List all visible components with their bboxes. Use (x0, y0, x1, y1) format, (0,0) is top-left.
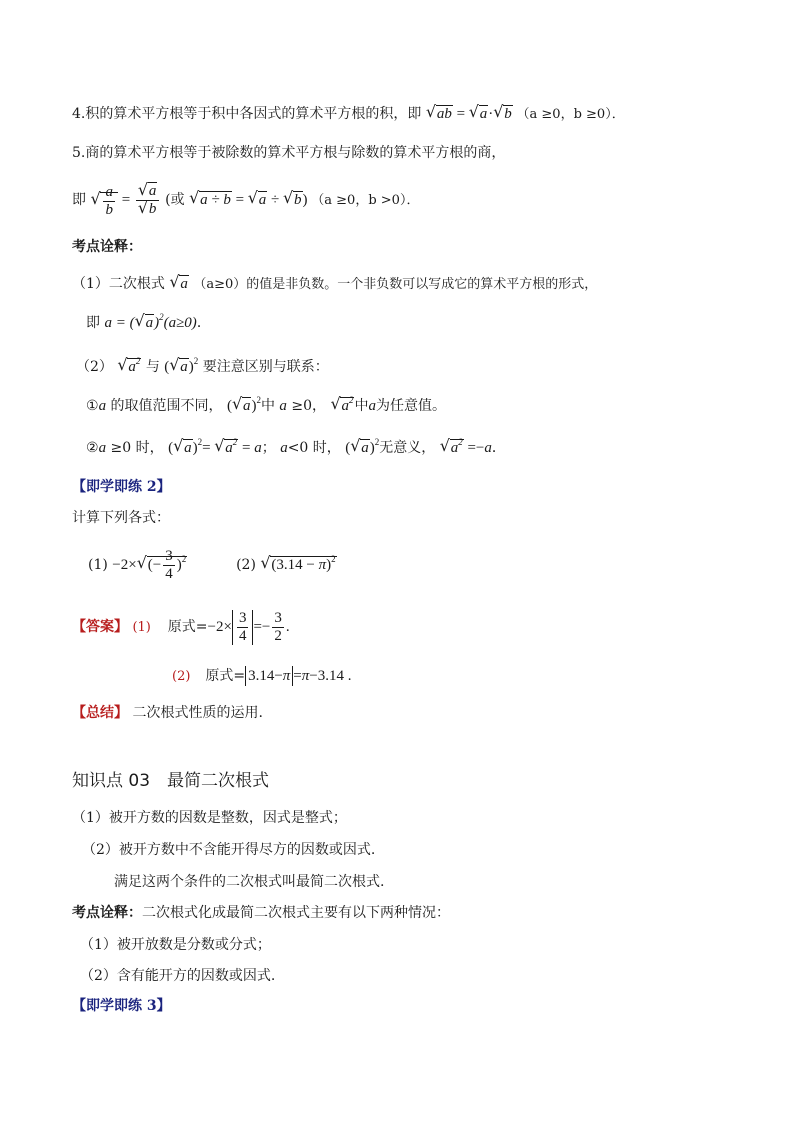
exam-note-item-2-and: 与 (145, 359, 160, 375)
property-5-condition: （a ≥0，b >0）． (311, 193, 420, 208)
summary-text: 二次根式性质的运用. (132, 705, 263, 721)
answer-2-expr: 3.14−π =π−3.14 . (245, 668, 351, 684)
section-3-heading: 知识点 03 最简二次根式 (72, 771, 270, 791)
property-4-text: 4.积的算术平方根等于积中各因式的算术平方根的积，即 (72, 106, 422, 122)
section-3-case-2: （2）含有能开方的因数或因式. (80, 968, 276, 984)
practice-2-prompt: 计算下列各式： (72, 510, 170, 526)
distinction-1-in: 中 (260, 398, 275, 414)
exam-note-item-1-text: （a≥0）的值是非负数。一个非负数可以写成它的算术平方根的形式， (193, 277, 598, 292)
answer-1-expr: −2× $\frac{3}{4}$ =− $\frac{3}{2}$ . (207, 610, 290, 644)
exam-note-item-2-text: 要注意区别与联系： (202, 359, 329, 375)
distinction-2-undefined: 无意义， (379, 440, 436, 456)
distinction-2-mark: ② (86, 440, 99, 456)
square-of-root: (√ a)$^2$ (345, 440, 379, 456)
distinction-2: ②a ≥0 时， (√ a)$^2$= √ $a^2 = a$； a<0 时， (√ a)$^2$无意义， √ $a^2 =-a$． (86, 438, 506, 458)
property-5-formula-line (72, 182, 419, 219)
var-a: a (98, 440, 107, 456)
exam-note-item-2-label: （2） (76, 359, 113, 375)
quotient-root-formula: √ $\frac{a}{b}$ = √ a √ b (90, 192, 165, 208)
practice-2-questions (88, 548, 337, 583)
answer-1-lead: 原式= (167, 618, 208, 635)
product-root-formula: √ ab = √ a·√ b (426, 106, 517, 122)
question-1-expr: −2×√ (− $\frac{3}{4}$ )$^2$ (112, 557, 187, 573)
distinction-2-cond: ≥0 时， (110, 440, 164, 456)
var-a: a (279, 398, 287, 414)
answer-tag: 【答案】 (72, 618, 128, 635)
section-3-line-1: （1）被开方数的因数是整数，因式是整式； (72, 810, 347, 826)
property-5-or: (或 (165, 192, 185, 208)
section-3-exam-note-text: 二次根式化成最简二次根式主要有以下两种情况： (142, 905, 450, 921)
root-of-square: √ $a^2$ (117, 359, 141, 375)
summary (72, 703, 263, 723)
section-3-exam-note (72, 903, 450, 923)
section-3-line-2: （2）被开方数中不含能开得尽方的因数或因式. (82, 842, 376, 858)
answer-2-label: (2) (172, 669, 191, 684)
answer-1 (72, 610, 290, 645)
neg-formula: √ $a^2 =-a$ (440, 440, 492, 456)
property-5-lead: 即 (72, 192, 86, 208)
answer-1-label: (1) (132, 619, 151, 635)
question-2-expr: √ $(3.14 - \pi)^2$ (260, 557, 336, 573)
property-5: 5.商的算术平方根等于被除数的算术平方根与除数的算术平方根的商， (72, 145, 506, 161)
distinction-1-any: 为任意值。 (375, 398, 446, 414)
distinction-1-text: 的取值范围不同， (110, 398, 223, 414)
practice-3-title: 【即学即练 3】 (72, 998, 171, 1014)
square-of-root: (√ a)$^2$ (164, 359, 198, 375)
exam-note-item-1 (72, 274, 597, 295)
practice-2-title: 【即学即练 2】 (72, 479, 171, 495)
quotient-root-alt-formula: √ a ÷ b = √ a ÷ √ b) (189, 192, 311, 208)
property-4-condition: （a ≥0，b ≥0）． (516, 107, 625, 122)
root-a: √ a (169, 276, 189, 292)
distinction-1-mark: ① (86, 398, 99, 414)
distinction-2-sep: ； (261, 440, 276, 456)
property-4 (72, 104, 625, 125)
answer-2 (172, 666, 352, 687)
square-of-root: (√ a)$^2$ (227, 398, 261, 414)
section-3-exam-note-title: 考点诠释： (72, 905, 142, 921)
question-2-label: (2) (236, 557, 256, 573)
section-3-case-1: （1）被开放数是分数或分式； (80, 937, 271, 953)
question-1-label: (1) (88, 557, 108, 573)
exam-note-item-1b-prefix: 即 (86, 315, 100, 331)
distinction-1-in2: 中 (354, 398, 369, 414)
var-a: a (98, 398, 107, 414)
var-a: a (280, 440, 288, 456)
section-3-line-3: 满足这两个条件的二次根式叫最简二次根式. (114, 874, 385, 890)
exam-note-title: 考点诠释： (72, 239, 142, 255)
distinction-1-nonneg: ≥0， (291, 398, 327, 414)
var-a: a (368, 398, 376, 414)
root-of-square: √ $a^2$ (330, 398, 354, 414)
answer-2-lead: 原式= (205, 668, 246, 684)
summary-tag: 【总结】 (72, 705, 128, 721)
square-of-root-formula: a = (√ a)$^2$(a≥0) (104, 315, 196, 331)
exam-note-item-1b: 即 a = (√ a)$^2$(a≥0)． (86, 313, 211, 333)
exam-note-item-2 (76, 357, 329, 377)
distinction-1 (86, 396, 446, 416)
exam-note-item-1-prefix: （1）二次根式 (72, 276, 165, 292)
distinction-2-neg: <0 时， (287, 440, 341, 456)
equality-formula: (√ a)$^2$= √ $a^2 = a$ (168, 440, 262, 456)
